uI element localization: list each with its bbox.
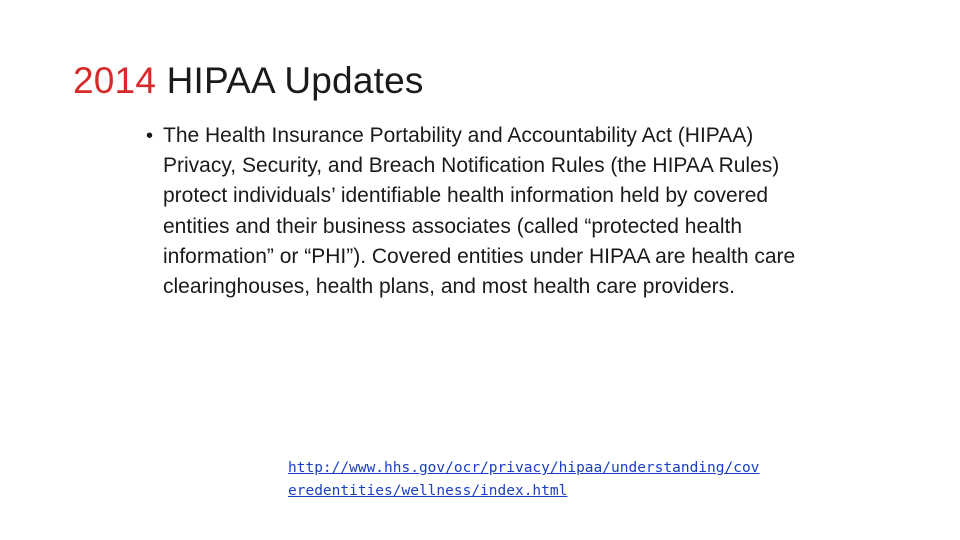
title-year: 2014 — [73, 60, 157, 101]
slide-title — [73, 56, 424, 106]
bullet-icon: • — [146, 125, 154, 147]
source-link-line-2[interactable]: eredentities/wellness/index.html — [288, 483, 568, 499]
bullet-item — [146, 121, 806, 302]
title-text: HIPAA Updates — [166, 60, 424, 101]
source-link[interactable] — [288, 457, 828, 503]
source-link-line-1[interactable]: http://www.hhs.gov/ocr/privacy/hipaa/understanding/cov — [288, 460, 760, 476]
bullet-list — [146, 121, 806, 302]
bullet-text: The Health Insurance Portability and Accountability Act (HIPAA) Privacy, Security, and Breach Notification Rules (the HIPAA Rules) protect individuals’ identifiable health information held by covered entities and their business associates (called “protected health information” or “PHI”). Covered entities under HIPAA are health care clearinghouses, health plans, and most health care providers. — [163, 124, 796, 299]
